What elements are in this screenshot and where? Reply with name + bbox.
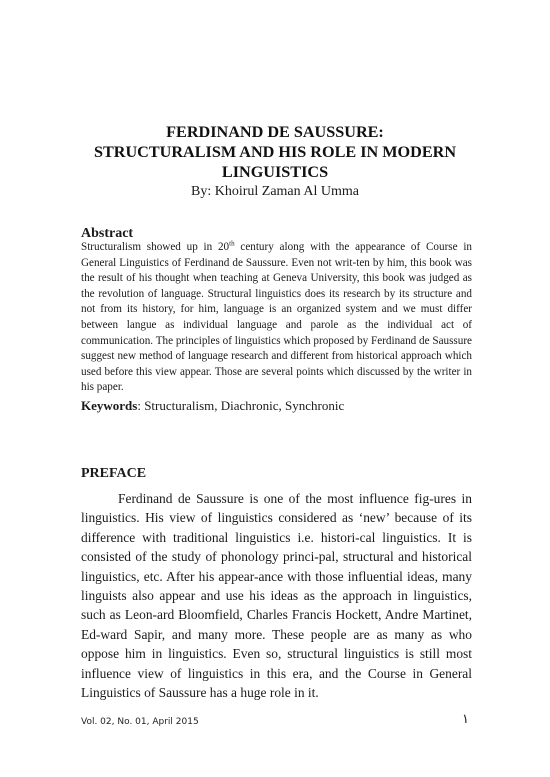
keywords-list: : Structuralism, Diachronic, Synchronic <box>137 398 345 413</box>
abstract-text-start: Structuralism showed up in 20 <box>81 241 230 253</box>
preface-heading: PREFACE <box>81 466 147 481</box>
paper-title-line-3: LINGUISTICS <box>221 163 329 181</box>
paper-title-line-1: FERDINAND DE SAUSSURE: <box>166 123 384 141</box>
abstract-text-rest: century along with the appearance of Course in General Linguistics of Ferdinand de Saussure. Even not writ-ten by him, this book was the result of his thought when teaching at Geneva University, this book was judged as the revolution of language. Structural linguistics does its research by its structure and not from its history, for him, language is an organized system and we must differ between langue as individual language and parole as the individual act of communication. The principles of linguistics which proposed by Ferdinand de Saussure suggest new method of language research and different from historical approach which used before this view appear. Those are several points which discussed by the writer in his paper. <box>81 241 473 394</box>
keywords-line <box>81 398 472 414</box>
abstract-heading: Abstract <box>81 226 134 241</box>
page-number: ١ <box>462 712 469 727</box>
abstract-superscript: th <box>229 239 235 248</box>
keywords-label: Keywords <box>81 398 138 413</box>
paper-title-line-2: STRUCTURALISM AND HIS ROLE IN MODERN <box>93 143 457 161</box>
author-byline: By: Khoirul Zaman Al Umma <box>191 184 359 199</box>
journal-volume-footer: Vol. 02, No. 01, April 2015 <box>81 717 199 727</box>
abstract-text <box>81 240 472 396</box>
preface-paragraph: Ferdinand de Saussure is one of the most influence fig-ures in linguistics. His view of linguistics considered as ‘new’ because of its difference with traditional linguistics i.e. histori-cal linguistics. It is consisted of the study of phonology princi-pal, structural and historical linguistics, etc. After his appear-ance with those influential ideas, many linguists also appear and use his ideas as the approach in linguistics, such as Leon-ard Bloomfield, Charles Francis Hockett, Andre Martinet, Ed-ward Sapir, and many more. These people are as many as who oppose him in linguistics. Even so, structural linguistics is still most influence view of linguistics in this era, and the Course in General Linguistics of Saussure has a huge role in it. <box>81 491 472 701</box>
